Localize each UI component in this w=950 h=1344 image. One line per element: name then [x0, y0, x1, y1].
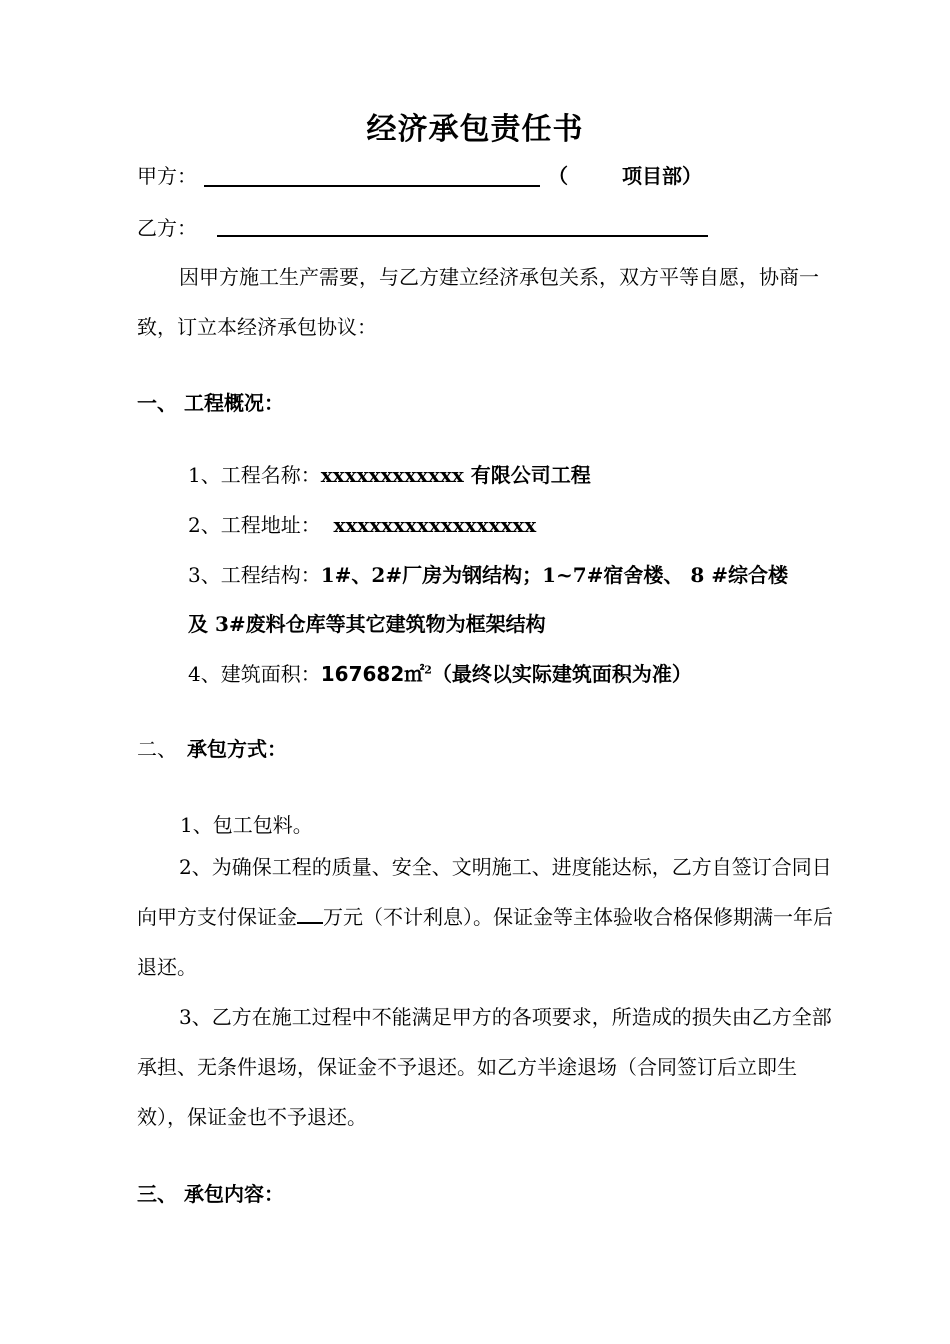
party-a-blank-line: [204, 185, 540, 187]
method-item-2-part-a: 2、为确保工程的质量、安全、文明施工、进度能达标，乙方自签订合同日向甲方支付保证金: [137, 855, 832, 929]
project-structure-value: 1#、2#厂房为钢结构；1~7#宿舍楼、 8 #综合楼: [320, 563, 789, 587]
deposit-amount-blank: [297, 904, 323, 924]
project-name-value: xxxxxxxxxxxx 有限公司工程: [320, 463, 591, 487]
project-structure-value-cont: 及 3#废料仓库等其它建筑物为框架结构: [188, 612, 546, 636]
section2-heading: 承包方式：: [187, 737, 287, 761]
section1-heading: 一、 工程概况：: [137, 391, 284, 415]
project-address-label: 2、工程地址：: [188, 513, 321, 537]
method-item-2: [137, 842, 837, 992]
party-a-label: 甲方：: [137, 164, 197, 188]
document-title: 经济承包责任书: [366, 112, 584, 147]
project-structure-row: [188, 562, 788, 588]
party-a-dept: 项目部）: [622, 164, 702, 188]
section3-heading: 三、 承包内容：: [137, 1182, 284, 1206]
project-address-value: xxxxxxxxxxxxxxxxx: [333, 513, 537, 537]
project-address-row: [188, 512, 536, 538]
section2-heading-num: 二、: [137, 737, 177, 761]
building-area-label: 4、建筑面积：: [188, 662, 321, 686]
project-structure-label: 3、工程结构：: [188, 563, 321, 587]
party-b-blank-line: [217, 235, 708, 237]
building-area-row: [188, 661, 692, 687]
method-item-3: 3、乙方在施工过程中不能满足甲方的各项要求，所造成的损失由乙方全部承担、无条件退场，保证金不予退还。如乙方半途退场（合同签订后立即生效），保证金也不予退还。: [137, 1005, 832, 1129]
method-item-1: 1、包工包料。: [180, 813, 313, 837]
building-area-note: （最终以实际建筑面积为准）: [431, 662, 692, 686]
building-area-value: 167682㎡: [320, 662, 425, 686]
party-b-label: 乙方：: [137, 216, 197, 240]
method-item-2-part-b: 万元（不计利息）。保证金等主体验收合格保修期满一年后退还。: [137, 905, 833, 979]
project-name-row: [188, 462, 591, 488]
intro-paragraph: 因甲方施工生产需要，与乙方建立经济承包关系，双方平等自愿，协商一致，订立本经济承包协议：: [137, 265, 819, 339]
party-a-paren-open: （: [548, 164, 568, 188]
project-name-label: 1、工程名称：: [188, 463, 321, 487]
building-area-sup: 2: [424, 663, 432, 677]
